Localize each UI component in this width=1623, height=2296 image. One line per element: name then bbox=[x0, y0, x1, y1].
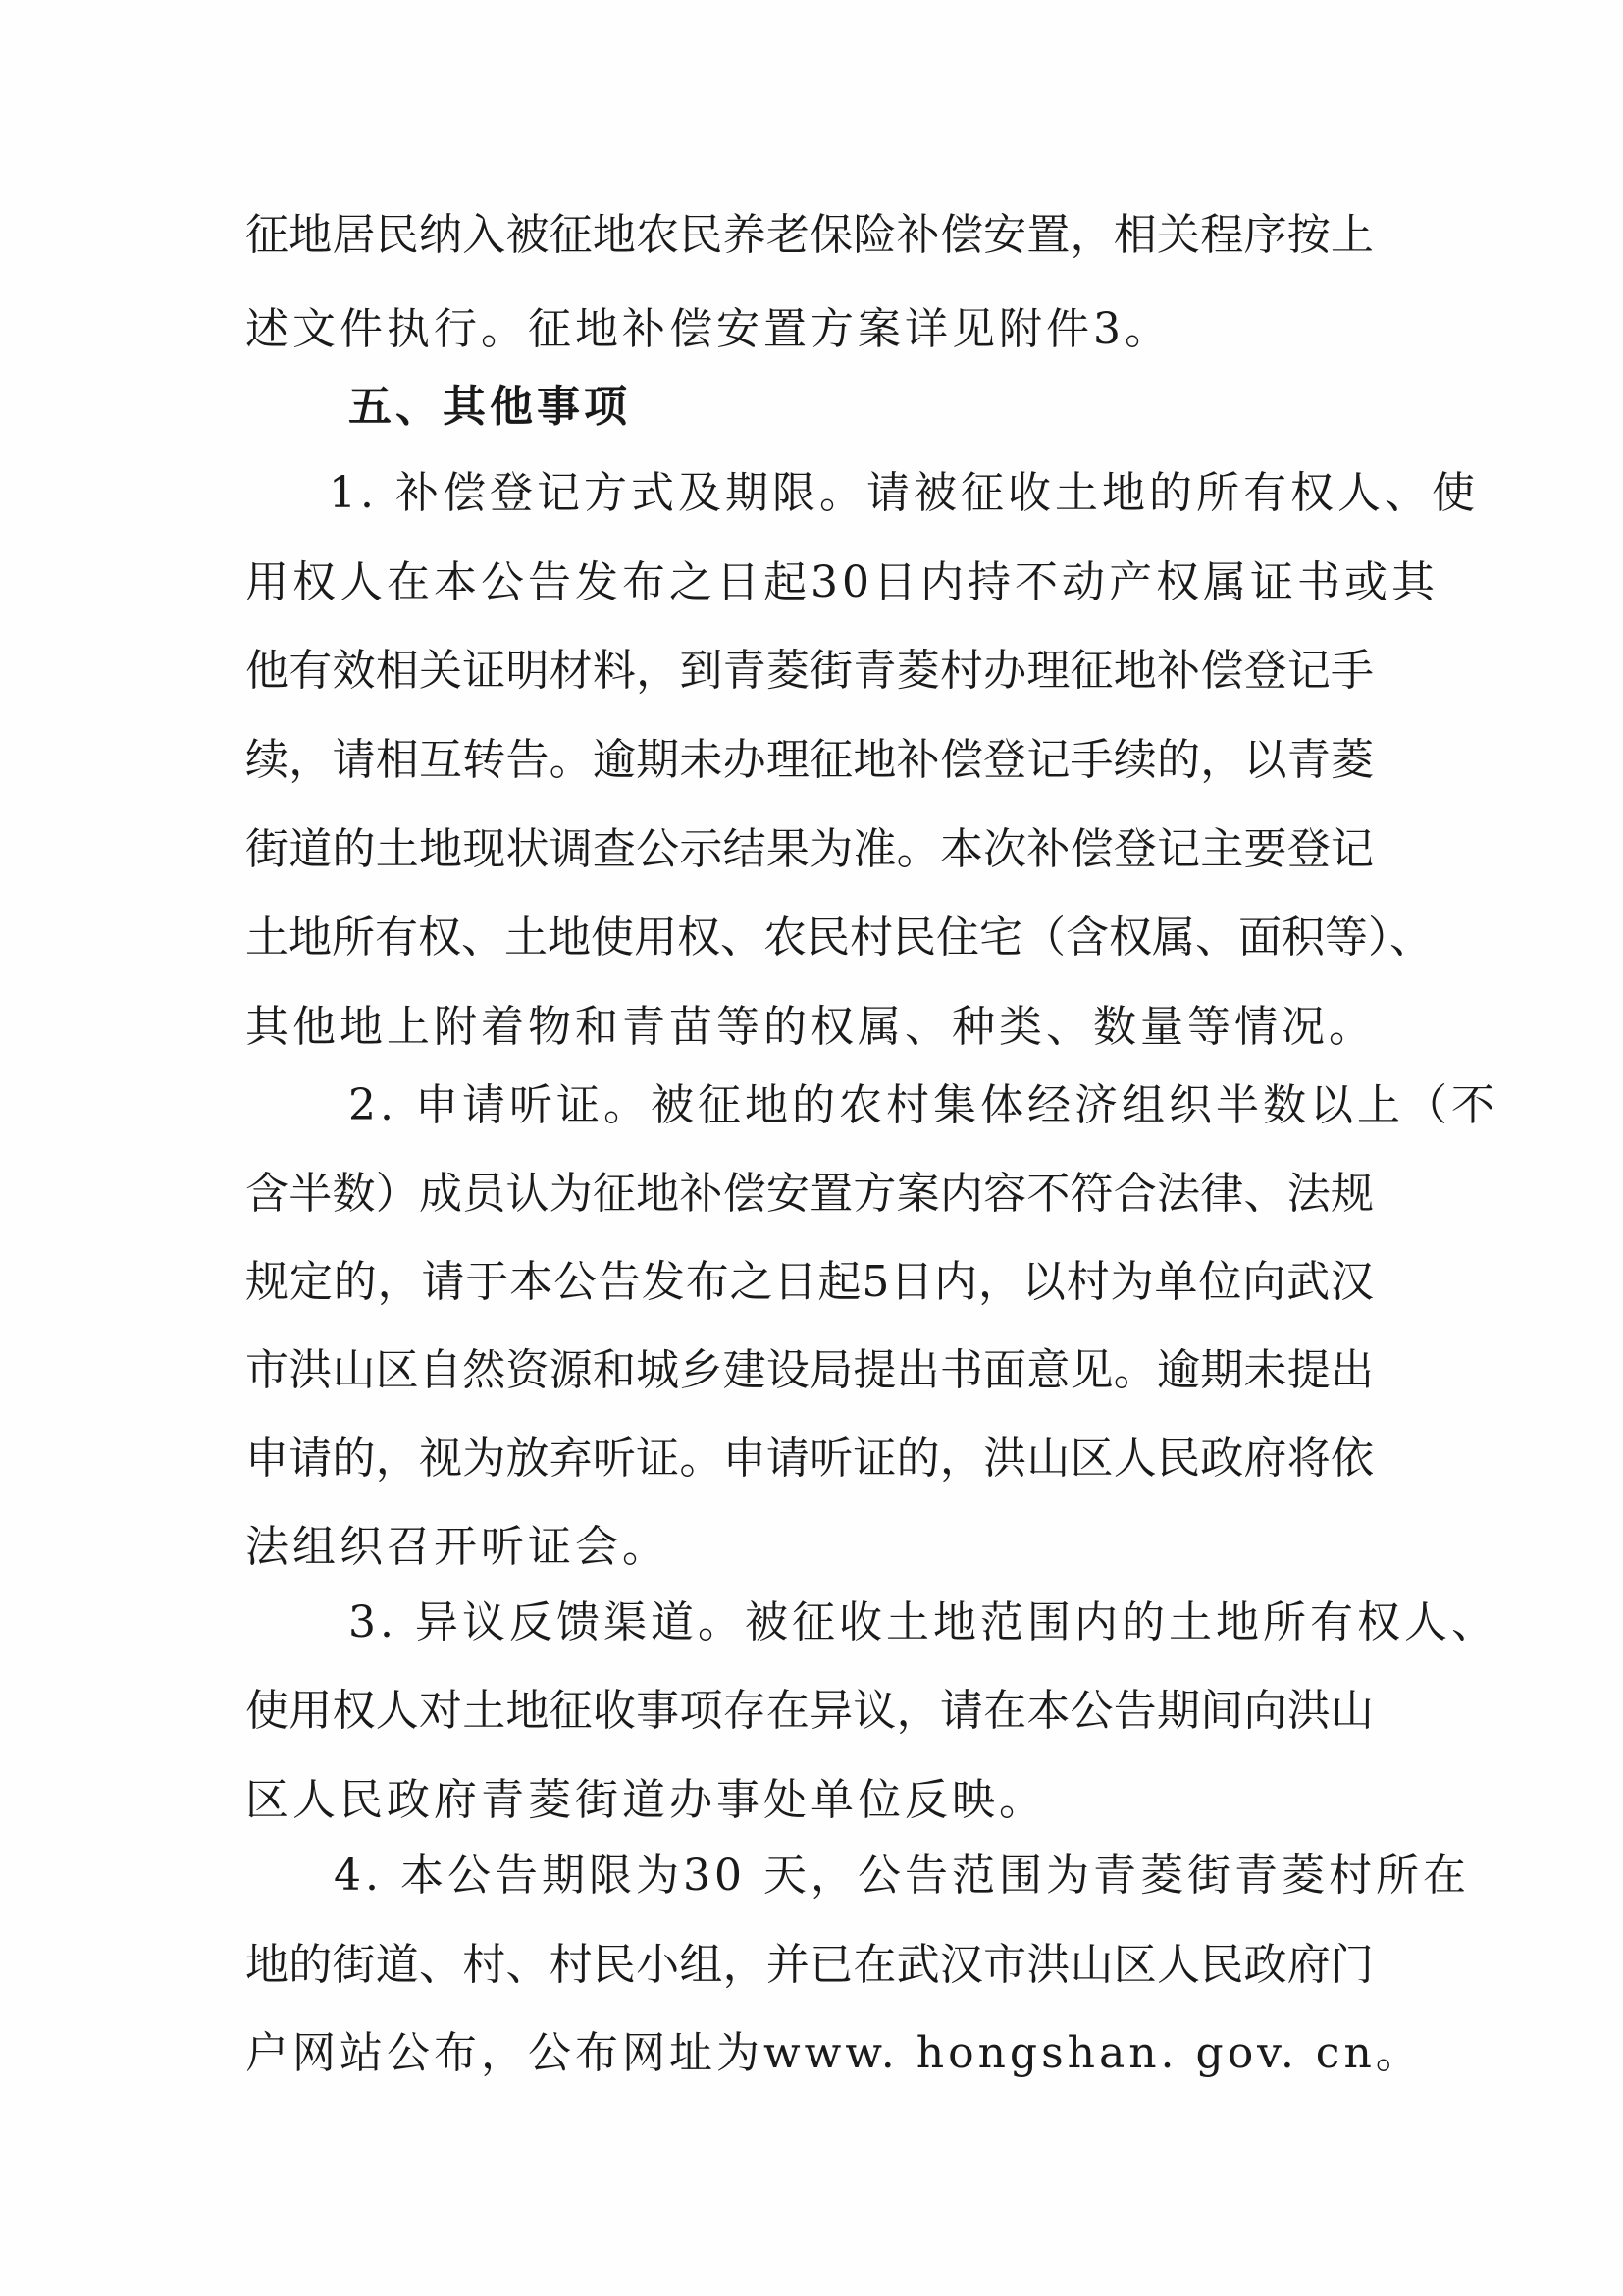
item-4-line-2: 地的街道、村、村民小组，并已在武汉市洪山区人民政府门 bbox=[245, 1940, 1374, 1990]
item-4-line-1: 4. 本公告期限为30 天，公告范围为青菱街青菱村所在 bbox=[334, 1851, 1470, 1901]
item-2-line-5: 申请的，视为放弃听证。申请听证的，洪山区人民政府将依 bbox=[245, 1434, 1374, 1484]
item-3-line-1: 3. 异议反馈渠道。被征收土地范围内的土地所有权人、 bbox=[348, 1597, 1498, 1647]
item-2-line-4: 市洪山区自然资源和城乡建设局提出书面意见。逾期未提出 bbox=[245, 1345, 1374, 1395]
intro-line-1: 征地居民纳入被征地农民养老保险补偿安置，相关程序按上 bbox=[245, 210, 1374, 260]
item-2-line-1: 2. 申请听证。被征地的农村集体经济组织半数以上（不 bbox=[348, 1080, 1498, 1130]
item-1-line-5: 街道的土地现状调查公示结果为准。本次补偿登记主要登记 bbox=[245, 824, 1374, 874]
item-1-line-6: 土地所有权、土地使用权、农民村民住宅（含权属、面积等）、 bbox=[245, 913, 1433, 963]
item-1-line-3: 他有效相关证明材料，到青菱街青菱村办理征地补偿登记手 bbox=[245, 646, 1374, 696]
item-4-line-3: 户网站公布，公布网址为www. hongshan. gov. cn。 bbox=[245, 2028, 1423, 2078]
item-1-line-1: 1. 补偿登记方式及期限。请被征收土地的所有权人、使 bbox=[329, 468, 1479, 518]
intro-line-2: 述文件执行。征地补偿安置方案详见附件3。 bbox=[245, 304, 1172, 354]
item-1-line-2: 用权人在本公告发布之日起30日内持不动产权属证书或其 bbox=[245, 557, 1439, 607]
item-1-line-4: 续，请相互转告。逾期未办理征地补偿登记手续的，以青菱 bbox=[245, 735, 1374, 785]
item-3-line-3: 区人民政府青菱街道办事处单位反映。 bbox=[245, 1775, 1046, 1825]
item-2-line-6: 法组织召开听证会。 bbox=[245, 1522, 669, 1572]
item-1-line-7: 其他地上附着物和青苗等的权属、种类、数量等情况。 bbox=[245, 1002, 1376, 1052]
item-2-line-2: 含半数）成员认为征地补偿安置方案内容不符合法律、法规 bbox=[245, 1169, 1374, 1219]
item-3-line-2: 使用权人对土地征收事项存在异议，请在本公告期间向洪山 bbox=[245, 1686, 1374, 1736]
item-2-line-3: 规定的，请于本公告发布之日起5日内，以村为单位向武汉 bbox=[245, 1257, 1374, 1307]
section-heading-other-matters: 五、其他事项 bbox=[348, 382, 631, 432]
